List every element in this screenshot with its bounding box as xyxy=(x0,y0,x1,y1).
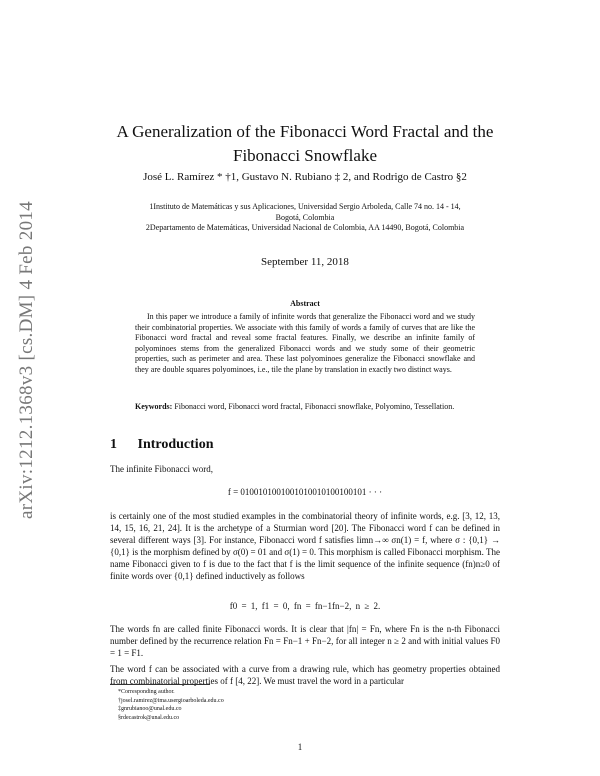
page-number: 1 xyxy=(297,742,303,752)
footnote-corresponding: *Corresponding author. xyxy=(118,689,175,695)
arxiv-identifier: arXiv:1212.1368v3 [cs.DM] 4 Feb 2014 xyxy=(16,201,37,519)
keywords-text: Fibonacci word, Fibonacci word fractal, Fibonacci snowflake, Polyomino, Tessellation. xyxy=(174,402,455,411)
title-line-2: Fibonacci Snowflake xyxy=(233,146,377,165)
affiliation-1-line-2: Bogotá, Colombia xyxy=(275,213,335,222)
paper-title xyxy=(90,120,520,168)
author-list: José L. Ramírez * †1, Gustavo N. Rubiano ‡ 2, and Rodrigo de Castro §2 xyxy=(143,171,467,183)
fibonacci-word-formula: f = 0100101001001010010100100101 · · · xyxy=(227,487,383,497)
keywords-label: Keywords: xyxy=(135,402,173,411)
arxiv-sidebar xyxy=(12,190,42,530)
paragraph-3: The words fn are called finite Fibonacci words. It is clear that |fn| = Fn, where Fn is the n-th Fibonacci number defined by the recurrence relation Fn = Fn−1 + Fn−2, for all integer n ≥ 2 and with initial values F0 = 1 = F1. xyxy=(110,624,500,658)
keywords-block xyxy=(135,402,475,413)
footnotes xyxy=(118,688,224,722)
title-line-1: A Generalization of the Fibonacci Word Fractal and the xyxy=(116,122,494,141)
recurrence-formula: f0 = 1, f1 = 0, fn = fn−1fn−2, n ≥ 2. xyxy=(229,601,381,611)
section-title: Introduction xyxy=(137,437,214,452)
section-number: 1 xyxy=(110,437,117,452)
affiliation-1-line-1: 1Instituto de Matemáticas y sus Aplicaciones, Universidad Sergio Arboleda, Calle 74 no. 14 - 14, xyxy=(149,202,461,211)
section-heading xyxy=(110,437,213,453)
footnote-email-2: ‡gnrubianoo@unal.edu.co xyxy=(118,706,182,712)
affiliation-2: 2Departamento de Matemáticas, Universidad Nacional de Colombia, AA 14490, Bogotá, Colombia xyxy=(145,223,465,232)
footnote-rule xyxy=(110,684,210,685)
abstract-body xyxy=(135,312,475,376)
affiliation-1 xyxy=(105,201,505,223)
paragraph-1: The infinite Fibonacci word, xyxy=(110,464,213,474)
paragraph-2: is certainly one of the most studied examples in the combinatorial theory of infinite words, e.g. [3, 12, 13, 14, 15, 16, 21, 24]. It is the archetype of a Sturmian word [20]. The Fibonacci word f can be defined in several different ways [3]. For instance, Fibonacci word f satisfies limn→∞ σn(1) = f, where σ : {0,1} → {0,1} is the morphism defined by σ(0) = 01 and σ(1) = 0. This morphism is called Fibonacci morphism. The name Fibonacci given to f is due to the fact that f is the limit sequence of the infinite sequence (fn)n≥0 of finite words over {0,1} defined inductively as follows xyxy=(110,511,500,581)
paper-date: September 11, 2018 xyxy=(261,256,349,268)
footnote-email-1: †josel.ramirez@ima.usergioarboleda.edu.co xyxy=(118,697,224,704)
footnote-email-3: §rdecastrok@unal.edu.co xyxy=(118,714,180,721)
abstract-text: In this paper we introduce a family of infinite words that generalize the Fibonacci word and we study their combinatorial properties. We associate with this family of words a family of curves that are like the Fibonacci word fractal and reveal some fractal features. Finally, we describe an infinite family of polyominoes stems from the generalized Fibonacci words and we study some of their geometric properties, such as perimeter and area. These last polyominoes generalize the Fibonacci snowflake and they are double squares polyominoes, i.e., tile the plane by translation in exactly two distinct ways. xyxy=(135,312,475,374)
paragraph-4: The word f can be associated with a curve from a drawing rule, which has geometry properties obtained from combinatorial properties of f [4, 22]. We must travel the word in a particular xyxy=(110,664,500,686)
abstract-heading: Abstract xyxy=(290,299,320,308)
